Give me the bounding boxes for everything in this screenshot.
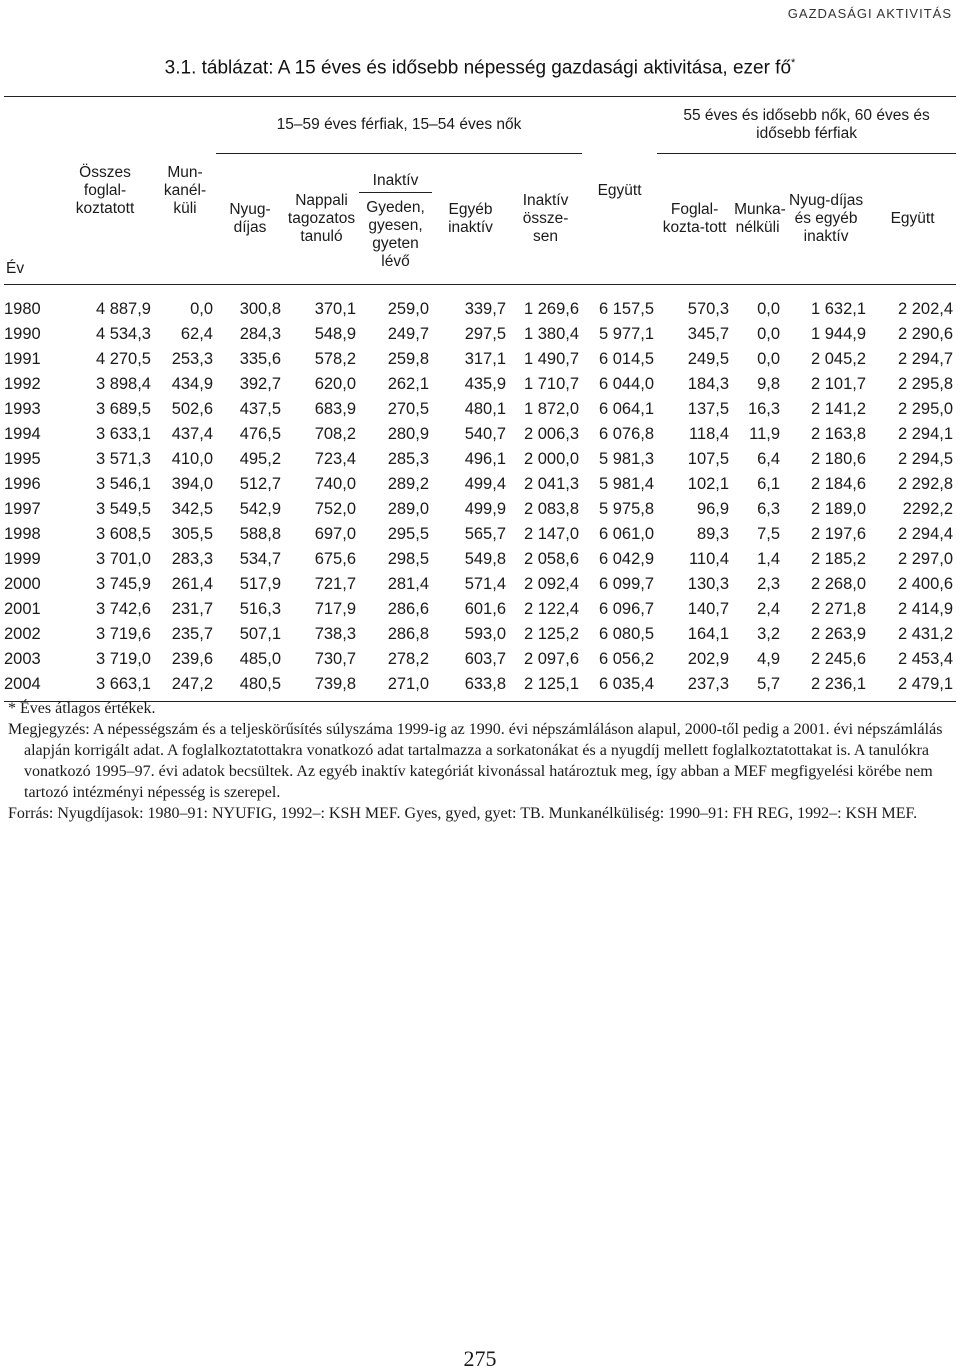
value-cell: 5 977,1	[599, 325, 655, 343]
value-cell: 2292,2	[902, 500, 954, 518]
table-row	[4, 322, 956, 347]
year-cell: 1992	[4, 375, 41, 393]
value-cell: 6,4	[757, 450, 781, 468]
value-cell: 1 944,9	[811, 325, 867, 343]
value-cell: 593,0	[464, 625, 506, 643]
value-cell: 184,3	[687, 375, 730, 393]
value-cell: 708,2	[314, 425, 356, 443]
year-cell: 2000	[4, 575, 41, 593]
value-cell: 2 180,6	[811, 450, 867, 468]
value-cell: 262,1	[387, 375, 429, 393]
value-cell: 752,0	[314, 500, 356, 518]
year-cell: 2004	[4, 672, 56, 702]
value-cell: 298,5	[387, 550, 429, 568]
table-row	[4, 422, 956, 447]
value-cell: 271,0	[359, 672, 432, 702]
value-cell: 284,3	[239, 325, 281, 343]
value-cell: 2 092,4	[524, 575, 580, 593]
value-cell: 2 189,0	[811, 500, 867, 518]
value-cell: 2 125,1	[509, 672, 582, 702]
value-cell: 317,1	[464, 350, 506, 368]
value-cell: 2 297,0	[898, 550, 954, 568]
running-head: GAZDASÁGI AKTIVITÁS	[787, 6, 952, 21]
year-cell: 1998	[4, 525, 41, 543]
value-cell: 2 141,2	[811, 400, 867, 418]
value-cell: 261,4	[171, 575, 213, 593]
value-cell: 496,1	[464, 450, 506, 468]
value-cell: 2 400,6	[898, 575, 954, 593]
header-col-inaktiv-osszesen: Inaktív össze-sen	[522, 192, 569, 245]
value-cell: 549,8	[464, 550, 506, 568]
value-cell: 3 571,3	[95, 450, 151, 468]
value-cell: 2 197,6	[811, 525, 867, 543]
header-col-munkanelkuli-old: Munka-nélküli	[734, 201, 786, 236]
header-col-gyed: Gyeden, gyesen, gyeten lévő	[366, 198, 425, 270]
table-row	[4, 597, 956, 622]
table-row	[4, 647, 956, 672]
value-cell: 534,7	[239, 550, 281, 568]
value-cell: 137,5	[687, 400, 730, 418]
value-cell: 2 292,8	[898, 475, 954, 493]
value-cell: 118,4	[688, 425, 730, 443]
activity-table	[4, 96, 956, 702]
value-cell: 4 534,3	[95, 325, 151, 343]
year-cell: 1995	[4, 450, 41, 468]
header-group-old: 55 éves és idősebb nők, 60 éves és idősebb férfiak	[657, 97, 956, 154]
value-cell: 6 061,0	[599, 525, 655, 543]
value-cell: 289,2	[387, 475, 429, 493]
header-inaktiv-group: Inaktív	[359, 168, 432, 193]
value-cell: 0,0	[757, 300, 781, 318]
value-cell: 6 044,0	[599, 375, 655, 393]
data-table-wrapper	[4, 96, 956, 702]
value-cell: 434,9	[171, 375, 213, 393]
value-cell: 6 080,5	[599, 625, 655, 643]
value-cell: 565,7	[464, 525, 506, 543]
table-header	[4, 97, 956, 285]
value-cell: 2 295,8	[898, 375, 954, 393]
value-cell: 286,6	[387, 600, 429, 618]
value-cell: 740,0	[314, 475, 356, 493]
value-cell: 89,3	[696, 525, 730, 543]
table-row	[4, 622, 956, 647]
value-cell: 3 546,1	[95, 475, 151, 493]
value-cell: 259,8	[387, 350, 429, 368]
year-cell: 1980	[4, 300, 41, 318]
value-cell: 6,1	[757, 475, 781, 493]
table-title	[0, 57, 960, 79]
value-cell: 512,7	[239, 475, 281, 493]
value-cell: 6,3	[757, 500, 781, 518]
value-cell: 289,0	[387, 500, 429, 518]
value-cell: 339,7	[464, 300, 506, 318]
value-cell: 6 099,7	[599, 575, 655, 593]
value-cell: 683,9	[314, 400, 356, 418]
value-cell: 739,8	[284, 672, 359, 702]
value-cell: 721,7	[314, 575, 356, 593]
value-cell: 96,9	[696, 500, 730, 518]
value-cell: 2 479,1	[869, 672, 956, 702]
value-cell: 253,3	[171, 350, 213, 368]
value-cell: 603,7	[464, 650, 506, 668]
value-cell: 394,0	[171, 475, 213, 493]
value-cell: 164,1	[687, 625, 730, 643]
value-cell: 2 263,9	[811, 625, 867, 643]
value-cell: 300,8	[239, 300, 281, 318]
value-cell: 3 689,5	[95, 400, 151, 418]
header-col-munkanelkuli: Mun-kanél-küli	[163, 163, 207, 217]
value-cell: 717,9	[314, 600, 356, 618]
value-cell: 297,5	[464, 325, 506, 343]
value-cell: 2 122,4	[524, 600, 580, 618]
value-cell: 280,9	[387, 425, 429, 443]
value-cell: 2 185,2	[811, 550, 867, 568]
value-cell: 2 290,6	[898, 325, 954, 343]
value-cell: 295,5	[387, 525, 429, 543]
value-cell: 237,3	[657, 672, 732, 702]
value-cell: 6 056,2	[599, 650, 655, 668]
header-col-osszes-foglalkoztatott: Összes foglal-koztatott	[75, 163, 135, 217]
value-cell: 738,3	[314, 625, 356, 643]
value-cell: 476,5	[239, 425, 281, 443]
value-cell: 249,7	[387, 325, 429, 343]
header-ev: Év	[4, 97, 56, 285]
year-cell: 2003	[4, 650, 41, 668]
value-cell: 2 431,2	[898, 625, 954, 643]
value-cell: 2 184,6	[811, 475, 867, 493]
year-cell: 1991	[4, 350, 41, 368]
page-number: 275	[463, 1346, 497, 1371]
value-cell: 3 701,0	[95, 550, 151, 568]
value-cell: 6 064,1	[599, 400, 655, 418]
value-cell: 2 295,0	[898, 400, 954, 418]
value-cell: 2 163,8	[811, 425, 867, 443]
value-cell: 281,4	[387, 575, 429, 593]
value-cell: 3 719,6	[95, 625, 151, 643]
value-cell: 499,9	[464, 500, 506, 518]
value-cell: 2 000,0	[524, 450, 580, 468]
value-cell: 4 270,5	[95, 350, 151, 368]
header-col-nyugdijas-egyeb-old: Nyug-díjas és egyéb inaktív	[789, 192, 864, 245]
value-cell: 7,5	[757, 525, 781, 543]
value-cell: 2 414,9	[898, 600, 954, 618]
header-col-egyutt-old: Együtt	[890, 210, 935, 227]
table-row	[4, 347, 956, 372]
table-row	[4, 397, 956, 422]
value-cell: 392,7	[239, 375, 281, 393]
value-cell: 548,9	[314, 325, 356, 343]
value-cell: 2 236,1	[783, 672, 869, 702]
value-cell: 249,5	[687, 350, 730, 368]
year-cell: 1997	[4, 500, 41, 518]
value-cell: 285,3	[387, 450, 429, 468]
value-cell: 2 101,7	[811, 375, 867, 393]
value-cell: 130,3	[687, 575, 730, 593]
value-cell: 2 245,6	[811, 650, 867, 668]
header-col-gyed-group	[359, 154, 432, 285]
table-title-text: 3.1. táblázat: A 15 éves és idősebb népesség gazdasági aktivitása, ezer fő	[164, 57, 792, 79]
table-row	[4, 472, 956, 497]
value-cell: 578,2	[314, 350, 356, 368]
value-cell: 2 041,3	[524, 475, 580, 493]
value-cell: 239,6	[171, 650, 213, 668]
note-forras: Forrás: Nyugdíjasok: 1980–91: NYUFIG, 1992–: KSH MEF. Gyes, gyed, gyet: TB. Munkanélküliség: 1990–91: FH REG, 1992–: KSH MEF.	[8, 805, 918, 822]
value-cell: 2 294,5	[898, 450, 954, 468]
value-cell: 480,5	[216, 672, 284, 702]
table-row	[4, 572, 956, 597]
value-cell: 6 042,9	[599, 550, 655, 568]
header-col-egyeb-inaktiv: Egyéb inaktív	[448, 201, 493, 236]
value-cell: 62,4	[180, 325, 213, 343]
value-cell: 2 294,4	[898, 525, 954, 543]
value-cell: 270,5	[387, 400, 429, 418]
value-cell: 1 872,0	[524, 400, 580, 418]
value-cell: 437,5	[239, 400, 281, 418]
value-cell: 5,7	[732, 672, 783, 702]
year-cell: 1999	[4, 550, 41, 568]
value-cell: 283,3	[171, 550, 213, 568]
value-cell: 2 202,4	[898, 300, 954, 318]
value-cell: 2 125,2	[524, 625, 580, 643]
value-cell: 6 096,7	[599, 600, 655, 618]
value-cell: 2 268,0	[811, 575, 867, 593]
value-cell: 2,3	[757, 575, 781, 593]
value-cell: 2,4	[757, 600, 781, 618]
value-cell: 675,6	[314, 550, 356, 568]
value-cell: 570,3	[687, 300, 730, 318]
value-cell: 6 035,4	[582, 672, 657, 702]
table-row	[4, 522, 956, 547]
year-cell: 1994	[4, 425, 41, 443]
value-cell: 5 975,8	[599, 500, 655, 518]
value-cell: 1 632,1	[811, 300, 867, 318]
value-cell: 542,9	[239, 500, 281, 518]
value-cell: 601,6	[464, 600, 506, 618]
value-cell: 410,0	[171, 450, 213, 468]
table-row	[4, 285, 956, 323]
value-cell: 495,2	[239, 450, 281, 468]
value-cell: 0,0	[757, 350, 781, 368]
table-row	[4, 547, 956, 572]
value-cell: 437,4	[171, 425, 213, 443]
value-cell: 6 076,8	[599, 425, 655, 443]
table-row	[4, 372, 956, 397]
year-cell: 1996	[4, 475, 41, 493]
value-cell: 2 045,2	[811, 350, 867, 368]
value-cell: 259,0	[387, 300, 429, 318]
value-cell: 278,2	[387, 650, 429, 668]
value-cell: 5 981,4	[599, 475, 655, 493]
value-cell: 633,8	[432, 672, 509, 702]
value-cell: 4,9	[757, 650, 781, 668]
value-cell: 286,8	[387, 625, 429, 643]
value-cell: 485,0	[239, 650, 281, 668]
value-cell: 2 294,1	[898, 425, 954, 443]
value-cell: 3 549,5	[95, 500, 151, 518]
value-cell: 4 887,9	[95, 300, 151, 318]
value-cell: 697,0	[314, 525, 356, 543]
value-cell: 5 981,3	[599, 450, 655, 468]
value-cell: 499,4	[464, 475, 506, 493]
table-row	[4, 497, 956, 522]
value-cell: 247,2	[154, 672, 216, 702]
header-col-foglalkoztatott-old: Foglal-kozta-tott	[662, 201, 727, 236]
value-cell: 6 157,5	[599, 300, 655, 318]
value-cell: 11,9	[749, 425, 781, 443]
value-cell: 335,6	[239, 350, 281, 368]
value-cell: 345,7	[687, 325, 730, 343]
value-cell: 0,0	[757, 325, 781, 343]
value-cell: 1 269,6	[524, 300, 580, 318]
header-col-nappali-tanulo: Nappali tagozatos tanuló	[287, 192, 356, 245]
value-cell: 1,4	[757, 550, 781, 568]
value-cell: 435,9	[464, 375, 506, 393]
header-group-young: 15–59 éves férfiak, 15–54 éves nők	[216, 97, 582, 154]
value-cell: 2 294,7	[898, 350, 954, 368]
value-cell: 3 633,1	[95, 425, 151, 443]
value-cell: 231,7	[171, 600, 213, 618]
value-cell: 107,5	[687, 450, 730, 468]
header-col-nyugdijas: Nyug-díjas	[229, 201, 271, 236]
value-cell: 2 147,0	[524, 525, 580, 543]
value-cell: 2 097,6	[524, 650, 580, 668]
value-cell: 140,7	[687, 600, 730, 618]
value-cell: 2 006,3	[524, 425, 580, 443]
year-cell: 2002	[4, 625, 41, 643]
value-cell: 1 710,7	[524, 375, 580, 393]
value-cell: 3 742,6	[95, 600, 151, 618]
note-megjegyzes: Megjegyzés: A népességszám és a teljeskörűsítés súlyszáma 1999-ig az 1990. évi népszámláláson alapul, 2000-től pedig a 2001. évi népszámlálás alapján korrigált adat. A foglalkoztatottakra vonatkozó adat tartalmazza a sorkatonákat és a nyugdíj mellett foglalkoztatottakat is. A tanulókra vonatkozó 1995–97. évi adatok becsültek. Az egyéb inaktív kategóriát kivonással határoztuk meg, így abban a MEF megfigyelési körébe nem tartozó intézményi népesség is szerepel.	[8, 721, 943, 801]
value-cell: 517,9	[239, 575, 281, 593]
year-cell: 1993	[4, 400, 41, 418]
value-cell: 571,4	[464, 575, 506, 593]
table-notes	[8, 698, 948, 824]
note-footnote: * Éves átlagos értékek.	[8, 700, 156, 717]
value-cell: 2 058,6	[524, 550, 580, 568]
value-cell: 6 014,5	[599, 350, 655, 368]
title-footnote-mark: *	[791, 57, 796, 69]
value-cell: 3,2	[757, 625, 781, 643]
value-cell: 1 490,7	[524, 350, 580, 368]
value-cell: 516,3	[239, 600, 281, 618]
value-cell: 540,7	[464, 425, 506, 443]
value-cell: 1 380,4	[524, 325, 580, 343]
value-cell: 102,1	[687, 475, 730, 493]
value-cell: 723,4	[314, 450, 356, 468]
value-cell: 305,5	[171, 525, 213, 543]
value-cell: 507,1	[239, 625, 281, 643]
value-cell: 3 719,0	[95, 650, 151, 668]
value-cell: 3 745,9	[95, 575, 151, 593]
value-cell: 730,7	[314, 650, 356, 668]
value-cell: 110,4	[688, 550, 730, 568]
year-cell: 1990	[4, 325, 41, 343]
value-cell: 342,5	[171, 500, 213, 518]
value-cell: 3 663,1	[56, 672, 154, 702]
value-cell: 2 271,8	[811, 600, 867, 618]
value-cell: 588,8	[239, 525, 281, 543]
value-cell: 480,1	[464, 400, 506, 418]
value-cell: 370,1	[314, 300, 356, 318]
value-cell: 16,3	[747, 400, 781, 418]
value-cell: 2 453,4	[898, 650, 954, 668]
table-body	[4, 285, 956, 702]
value-cell: 3 898,4	[95, 375, 151, 393]
table-row	[4, 447, 956, 472]
value-cell: 620,0	[314, 375, 356, 393]
value-cell: 202,9	[687, 650, 730, 668]
value-cell: 0,0	[190, 300, 213, 318]
value-cell: 2 083,8	[524, 500, 580, 518]
value-cell: 502,6	[171, 400, 213, 418]
header-col-egyutt-young: Együtt	[597, 181, 642, 199]
value-cell: 3 608,5	[95, 525, 151, 543]
value-cell: 235,7	[171, 625, 213, 643]
value-cell: 9,8	[757, 375, 781, 393]
year-cell: 2001	[4, 600, 41, 618]
